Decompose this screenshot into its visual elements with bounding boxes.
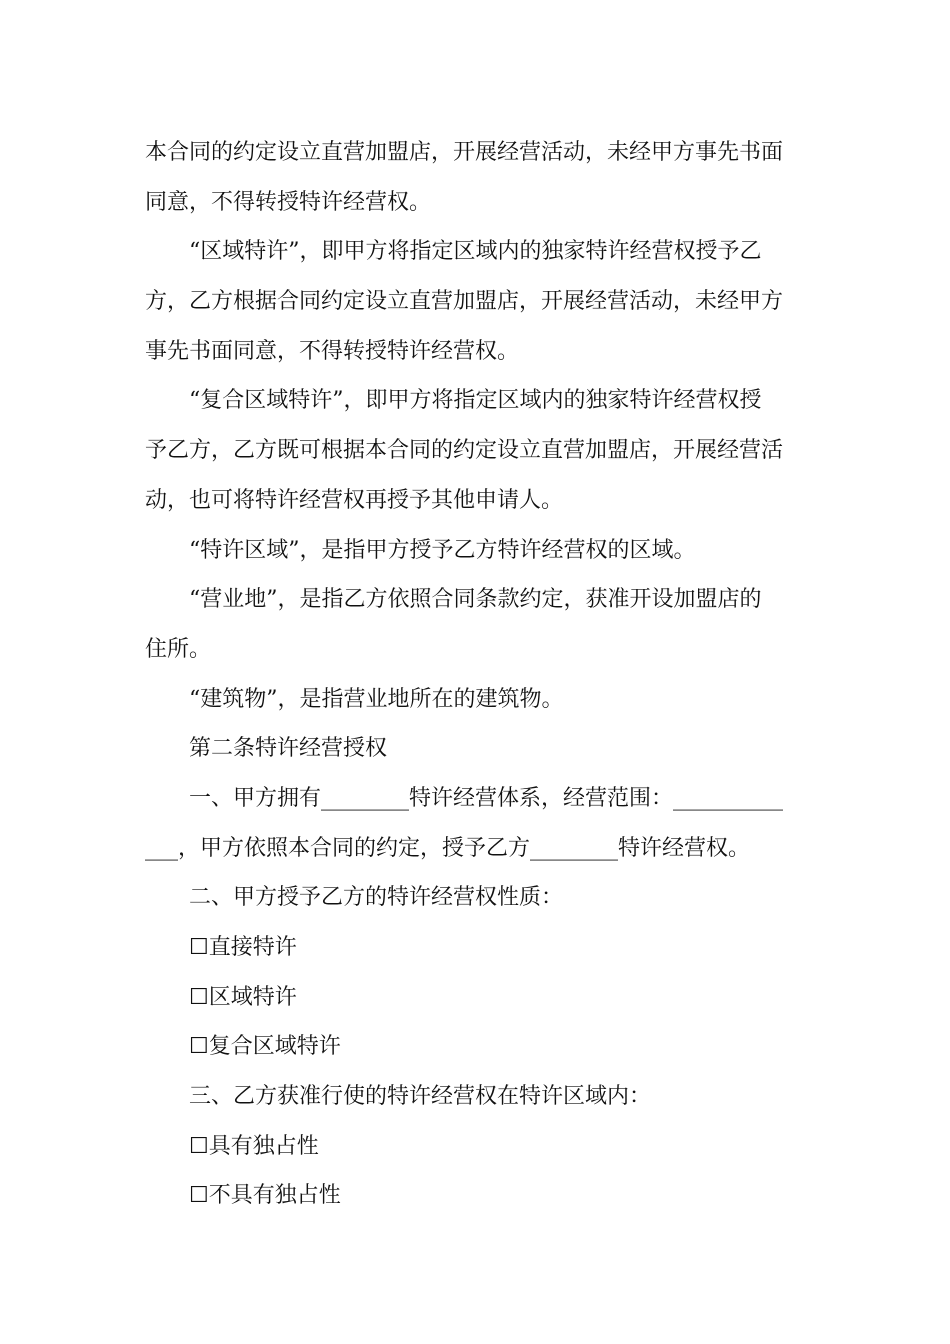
- checkbox-option-direct: ☐直接特许: [189, 935, 297, 960]
- checkbox-option-non-exclusive: ☐不具有独占性: [189, 1183, 341, 1209]
- section-heading: 第二条特许经营授权: [189, 736, 388, 762]
- text-line-9: “特许区域”，是指甲方授予乙方特许经营权的区域。: [189, 537, 696, 563]
- text-line-10: “营业地”，是指乙方依照合同条款约定，获准开设加盟店的: [189, 587, 762, 613]
- text-line-2: 同意，不得转授特许经营权。: [145, 189, 432, 215]
- text-line-6: “复合区域特许”，即甲方将指定区域内的独家特许经营权授: [189, 388, 762, 414]
- text-line-12: “建筑物”，是指营业地所在的建筑物。: [189, 686, 564, 712]
- text-line-1: 本合同的约定设立直营加盟店，开展经营活动，未经甲方事先书面: [145, 140, 784, 165]
- document-body: [145, 128, 807, 1221]
- text-line-16: 二、甲方授予乙方的特许经营权性质：: [189, 885, 564, 911]
- text-line-8: 动，也可将特许经营权再授予其他申请人。: [145, 487, 564, 513]
- text-line-3: “区域特许”，即甲方将指定区域内的独家特许经营权授予乙: [189, 239, 762, 265]
- text-line-7: 予乙方，乙方既可根据本合同的约定设立直营加盟店，开展经营活: [145, 438, 784, 464]
- text-line-5: 事先书面同意，不得转授特许经营权。: [145, 338, 520, 364]
- checkbox-option-regional: ☐区域特许: [189, 984, 297, 1010]
- checkbox-option-compound-regional: ☐复合区域特许: [189, 1034, 341, 1060]
- checkbox-option-exclusive: ☐具有独占性: [189, 1133, 319, 1159]
- text-line-15: ___，甲方依照本合同的约定，授予乙方________特许经营权。: [145, 835, 751, 861]
- text-line-4: 方，乙方根据合同约定设立直营加盟店，开展经营活动，未经甲方: [145, 289, 784, 315]
- text-line-14: 一、甲方拥有________特许经营体系，经营范围：__________: [189, 785, 784, 811]
- text-line-11: 住所。: [145, 636, 212, 662]
- text-line-20: 三、乙方获准行使的特许经营权在特许区域内：: [189, 1084, 652, 1110]
